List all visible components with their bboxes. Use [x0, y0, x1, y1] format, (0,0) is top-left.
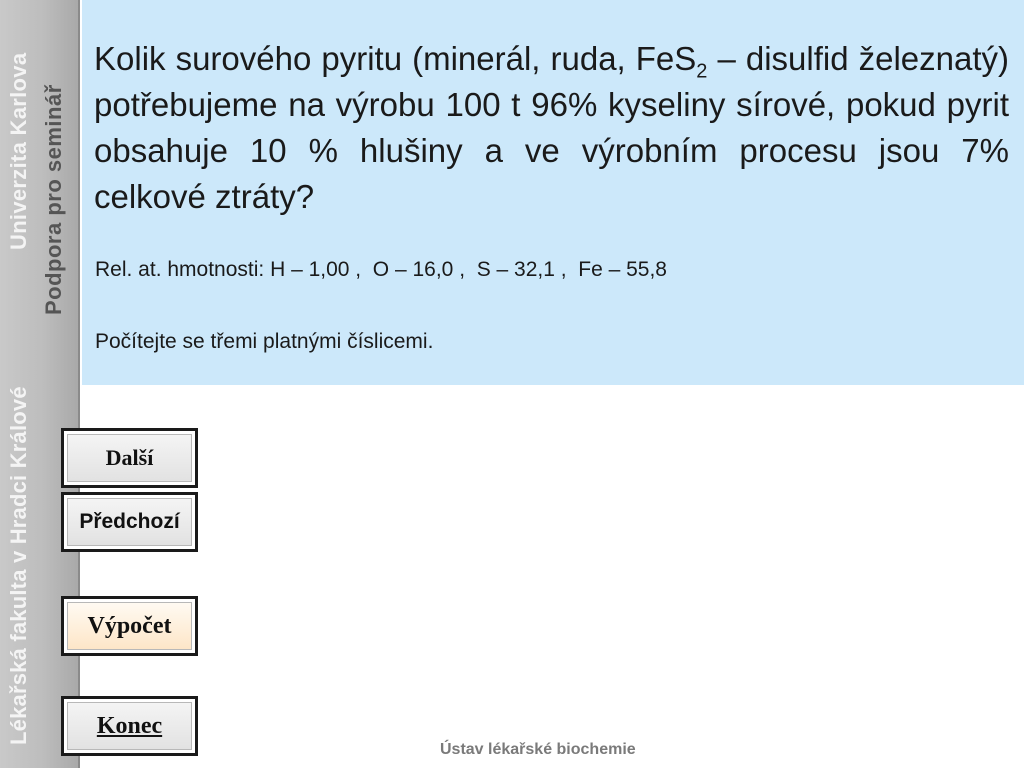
previous-button[interactable] [61, 492, 198, 552]
end-button[interactable] [61, 696, 198, 756]
calculation-button-label: Výpočet [67, 602, 192, 650]
footer-department: Ústav lékařské biochemie [440, 741, 636, 758]
question-text [94, 36, 1009, 220]
next-button-label: Další [67, 434, 192, 482]
next-button[interactable] [61, 428, 198, 488]
university-label: Univerzita Karlova [6, 52, 31, 250]
faculty-label: Lékařská fakulta v Hradci Králové [6, 386, 31, 745]
calculation-button[interactable] [61, 596, 198, 656]
atomic-masses: Rel. at. hmotnosti: H – 1,00 , O – 16,0 , S – 32,1 , Fe – 55,8 [95, 258, 667, 281]
end-button-label: Konec [67, 702, 192, 750]
question-text-start: Kolik surového pyritu (minerál, ruda, FeS [94, 40, 697, 77]
formula-subscript: 2 [696, 60, 708, 83]
question-text-end: – disulfid železnatý) potřebujeme na výrobu 100 t 96% kyseliny sírové, pokud pyrit obsahuje 10 % hlušiny a ve výrobním procesu jsou 7% celkové ztráty? [94, 40, 1010, 215]
previous-button-label: Předchozí [67, 498, 192, 546]
seminar-support-label: Podpora pro seminář [41, 84, 66, 315]
instruction-text: Počítejte se třemi platnými číslicemi. [95, 330, 434, 353]
